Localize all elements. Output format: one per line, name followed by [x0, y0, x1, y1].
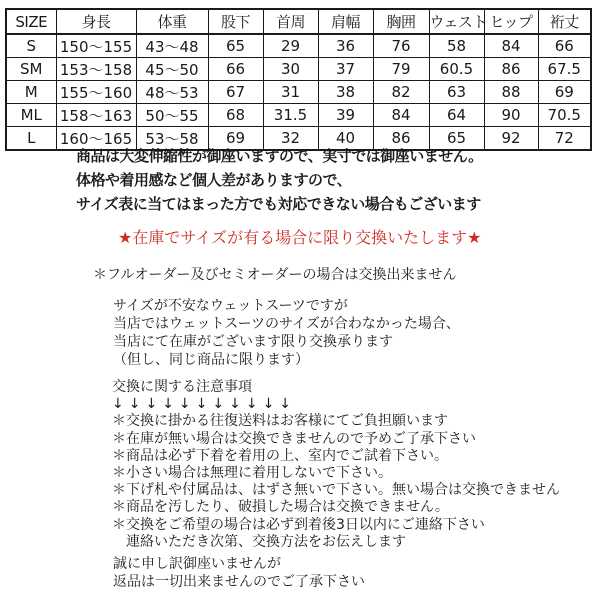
cell: 153〜158 — [56, 58, 136, 81]
cell: 90 — [484, 104, 538, 127]
exchange-notes-title: 交換に関する注意事項 — [112, 379, 252, 395]
cell: 88 — [484, 81, 538, 104]
col-header-height: 身長 — [56, 9, 136, 34]
cell: 160〜165 — [56, 127, 136, 151]
cell: 84 — [373, 104, 429, 127]
cell: 39 — [318, 104, 373, 127]
col-header-hip: ヒップ — [484, 9, 538, 34]
cell: 31 — [263, 81, 318, 104]
cell: 60.5 — [429, 58, 484, 81]
cell: 37 — [318, 58, 373, 81]
cell: 158〜163 — [56, 104, 136, 127]
cell: 36 — [318, 34, 373, 58]
exchange-policy-line-2: 当店ではウェットスーツのサイズが合わなかった場合、 — [113, 316, 460, 332]
cell: S — [6, 34, 56, 58]
exchange-note-item-2: ＊在庫が無い場合は交換できませんので予めご了承下さい — [112, 430, 476, 447]
exchange-policy-line-3: 当店にて在庫がございます限り交換承ります — [113, 334, 393, 350]
cell: 65 — [208, 34, 263, 58]
exchange-note-item-7: ＊交換をご希望の場合は必ず到着後3日以内にご連絡下さい — [112, 516, 485, 533]
cell: 31.5 — [263, 104, 318, 127]
col-header-shoulder: 肩幅 — [318, 9, 373, 34]
col-header-inseam: 股下 — [208, 9, 263, 34]
table-row-m — [6, 81, 591, 104]
cell: 43〜48 — [136, 34, 208, 58]
cell: 58 — [429, 34, 484, 58]
size-table — [5, 8, 592, 151]
elasticity-line-1: 商品は大変伸縮性が御座いますので、実寸では御座いません。 — [76, 147, 483, 165]
exchange-policy — [113, 297, 460, 369]
col-header-chest: 胸囲 — [373, 9, 429, 34]
exchange-notes — [112, 379, 560, 551]
cell: 155〜160 — [56, 81, 136, 104]
cell: 64 — [429, 104, 484, 127]
exchange-note-item-4: ＊小さい場合は無理に着用しないで下さい。 — [112, 465, 392, 482]
cell: 84 — [484, 34, 538, 58]
no-returns-line-2: 返品は一切出来ませんのでご了承下さい — [113, 574, 365, 590]
exchange-banner: ★在庫でサイズが有る場合に限り交換いたします★ — [118, 228, 482, 247]
exchange-note-item-8: 連絡いただき次第、交換方法をお伝えします — [112, 533, 406, 550]
col-header-weight: 体重 — [136, 9, 208, 34]
cell: M — [6, 81, 56, 104]
col-header-waist: ウェスト — [429, 9, 484, 34]
cell: 92 — [484, 127, 538, 151]
cell: 82 — [373, 81, 429, 104]
elasticity-line-2: 体格や着用感など個人差がありますので、 — [76, 171, 352, 189]
cell: 67.5 — [538, 58, 591, 81]
exchange-policy-line-1: サイズが不安なウェットスーツですが — [113, 298, 348, 314]
table-row-sm — [6, 58, 591, 81]
col-header-neck: 首周 — [263, 9, 318, 34]
col-header-size: SIZE — [6, 9, 56, 34]
elasticity-notice — [76, 144, 483, 216]
exchange-policy-line-4: （但し、同じ商品に限ります） — [113, 352, 309, 368]
cell: 72 — [538, 127, 591, 151]
elasticity-line-3: サイズ表に当てはまった方でも対応できない場合もございます — [76, 195, 481, 213]
cell: 69 — [538, 81, 591, 104]
cell: 48〜53 — [136, 81, 208, 104]
cell: 79 — [373, 58, 429, 81]
cell: 30 — [263, 58, 318, 81]
cell: 67 — [208, 81, 263, 104]
cell: 76 — [373, 34, 429, 58]
cell: 86 — [484, 58, 538, 81]
cell: 65 — [429, 127, 484, 151]
cell: ML — [6, 104, 56, 127]
cell: 32 — [263, 127, 318, 151]
cell: 86 — [373, 127, 429, 151]
cell: 68 — [208, 104, 263, 127]
cell: 69 — [208, 127, 263, 151]
exchange-note-item-1: ＊交換に掛かる往復送料はお客様にてご負担願います — [112, 413, 448, 430]
table-row-s — [6, 34, 591, 58]
size-table-header-row — [6, 9, 591, 34]
custom-order-note: ＊フルオーダー及びセミオーダーの場合は交換出来ません — [93, 267, 457, 283]
cell: 38 — [318, 81, 373, 104]
no-returns-notice — [113, 555, 365, 591]
cell: 150〜155 — [56, 34, 136, 58]
exchange-note-item-5: ＊下げ札や付属品は、はずさ無いで下さい。無い場合は交換できません — [112, 482, 560, 499]
cell: 29 — [263, 34, 318, 58]
exchange-note-item-3: ＊商品は必ず下着を着用の上、室内でご試着下さい。 — [112, 447, 448, 464]
table-row-ml — [6, 104, 591, 127]
cell: SM — [6, 58, 56, 81]
cell: 66 — [538, 34, 591, 58]
exchange-note-item-6: ＊商品を汚したり、破損した場合は交換できません。 — [112, 499, 449, 516]
col-header-sleeve: 裄丈 — [538, 9, 591, 34]
cell: 50〜55 — [136, 104, 208, 127]
cell: 66 — [208, 58, 263, 81]
cell: 70.5 — [538, 104, 591, 127]
cell: L — [6, 127, 56, 151]
cell: 53〜58 — [136, 127, 208, 151]
cell: 63 — [429, 81, 484, 104]
no-returns-line-1: 誠に申し訳御座いませんが — [113, 556, 281, 572]
down-arrows-icon: ↓↓↓↓↓↓↓↓↓↓↓ — [112, 396, 297, 413]
cell: 40 — [318, 127, 373, 151]
cell: 45〜50 — [136, 58, 208, 81]
